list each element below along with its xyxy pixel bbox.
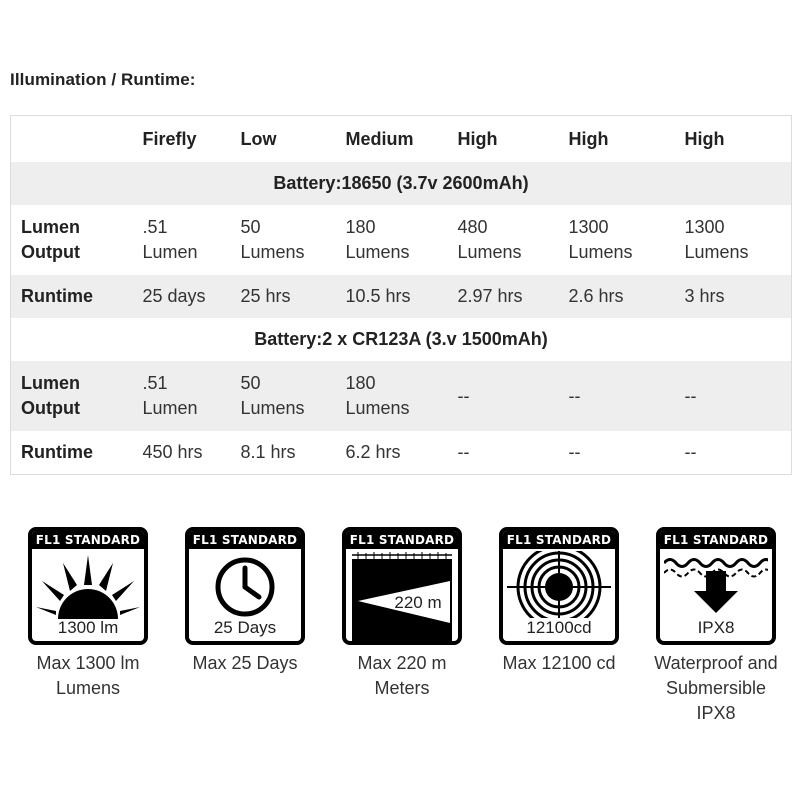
row-label: Runtime [11,275,133,318]
table-cell: -- [675,431,792,475]
fl1-badge [332,527,472,701]
badge-value: 220 m [394,593,442,612]
badge-caption: Max 25 Days [192,653,298,673]
table-cell: 180 Lumens [336,361,448,431]
column-header: High [675,116,792,163]
table-cell: -- [675,361,792,431]
fl1-badge [646,527,786,726]
table-cell: 450 hrs [133,431,231,475]
table-row [11,361,792,431]
section-heading: Illumination / Runtime: [10,70,196,89]
table-cell: 10.5 hrs [336,275,448,318]
table-cell: 1300 Lumens [559,205,675,275]
badge-value: 1300 lm [57,618,119,637]
column-header: High [448,116,559,163]
battery-row [11,162,792,205]
peak-intensity-badge [499,527,619,645]
table-header-row [11,116,792,163]
table-cell: 2.97 hrs [448,275,559,318]
fl1-badge [18,527,158,701]
table-cell: .51 Lumen [133,205,231,275]
light-output-icon [36,551,140,619]
beam-distance-badge [342,527,462,645]
badge-header: FL1 STANDARD [503,531,615,549]
column-header [11,116,133,163]
table-cell: 25 hrs [231,275,336,318]
column-header: Firefly [133,116,231,163]
table-cell: 25 days [133,275,231,318]
runtime-table [10,115,792,475]
badge-header: FL1 STANDARD [346,531,458,549]
badge-header: FL1 STANDARD [32,531,144,549]
runtime-clock-icon [193,551,297,619]
table-cell: -- [559,361,675,431]
badge-caption: Waterproof and Submersible IPX8 [654,653,778,723]
table-cell: .51 Lumen [133,361,231,431]
table-cell: 180 Lumens [336,205,448,275]
badge-caption: Max 1300 lm Lumens [36,653,140,698]
row-label: Runtime [11,431,133,475]
table-cell: -- [448,431,559,475]
battery-row [11,318,792,361]
water-resistance-badge [656,527,776,645]
battery-label: Battery:18650 (3.7v 2600mAh) [11,162,792,205]
badge-value: 12100cd [503,618,615,638]
badge-header: FL1 STANDARD [189,531,301,549]
table-row [11,205,792,275]
badge-caption: Max 12100 cd [502,653,616,673]
table-cell: 3 hrs [675,275,792,318]
column-header: Low [231,116,336,163]
badge-value: 25 Days [213,618,277,637]
table-cell: 480 Lumens [448,205,559,275]
row-label: Lumen Output [11,205,133,275]
table-cell: 50 Lumens [231,361,336,431]
table-cell: 6.2 hrs [336,431,448,475]
table-cell: 50 Lumens [231,205,336,275]
badge-header: FL1 STANDARD [660,531,772,549]
fl1-badge [489,527,629,676]
table-cell: -- [448,361,559,431]
column-header: High [559,116,675,163]
battery-label: Battery:2 x CR123A (3.v 1500mAh) [11,318,792,361]
fl1-badges [18,527,793,777]
table-row [11,275,792,318]
water-resistance-icon [664,551,768,619]
table-cell: 2.6 hrs [559,275,675,318]
fl1-badge [175,527,315,676]
peak-intensity-icon [507,551,611,623]
table-cell: -- [559,431,675,475]
table-row [11,431,792,475]
badge-caption: Max 220 m Meters [357,653,447,698]
column-header: Medium [336,116,448,163]
table-cell: 1300 Lumens [675,205,792,275]
badge-value: IPX8 [697,618,735,637]
table-cell: 8.1 hrs [231,431,336,475]
row-label: Lumen Output [11,361,133,431]
light-output-badge [28,527,148,645]
runtime-badge [185,527,305,645]
